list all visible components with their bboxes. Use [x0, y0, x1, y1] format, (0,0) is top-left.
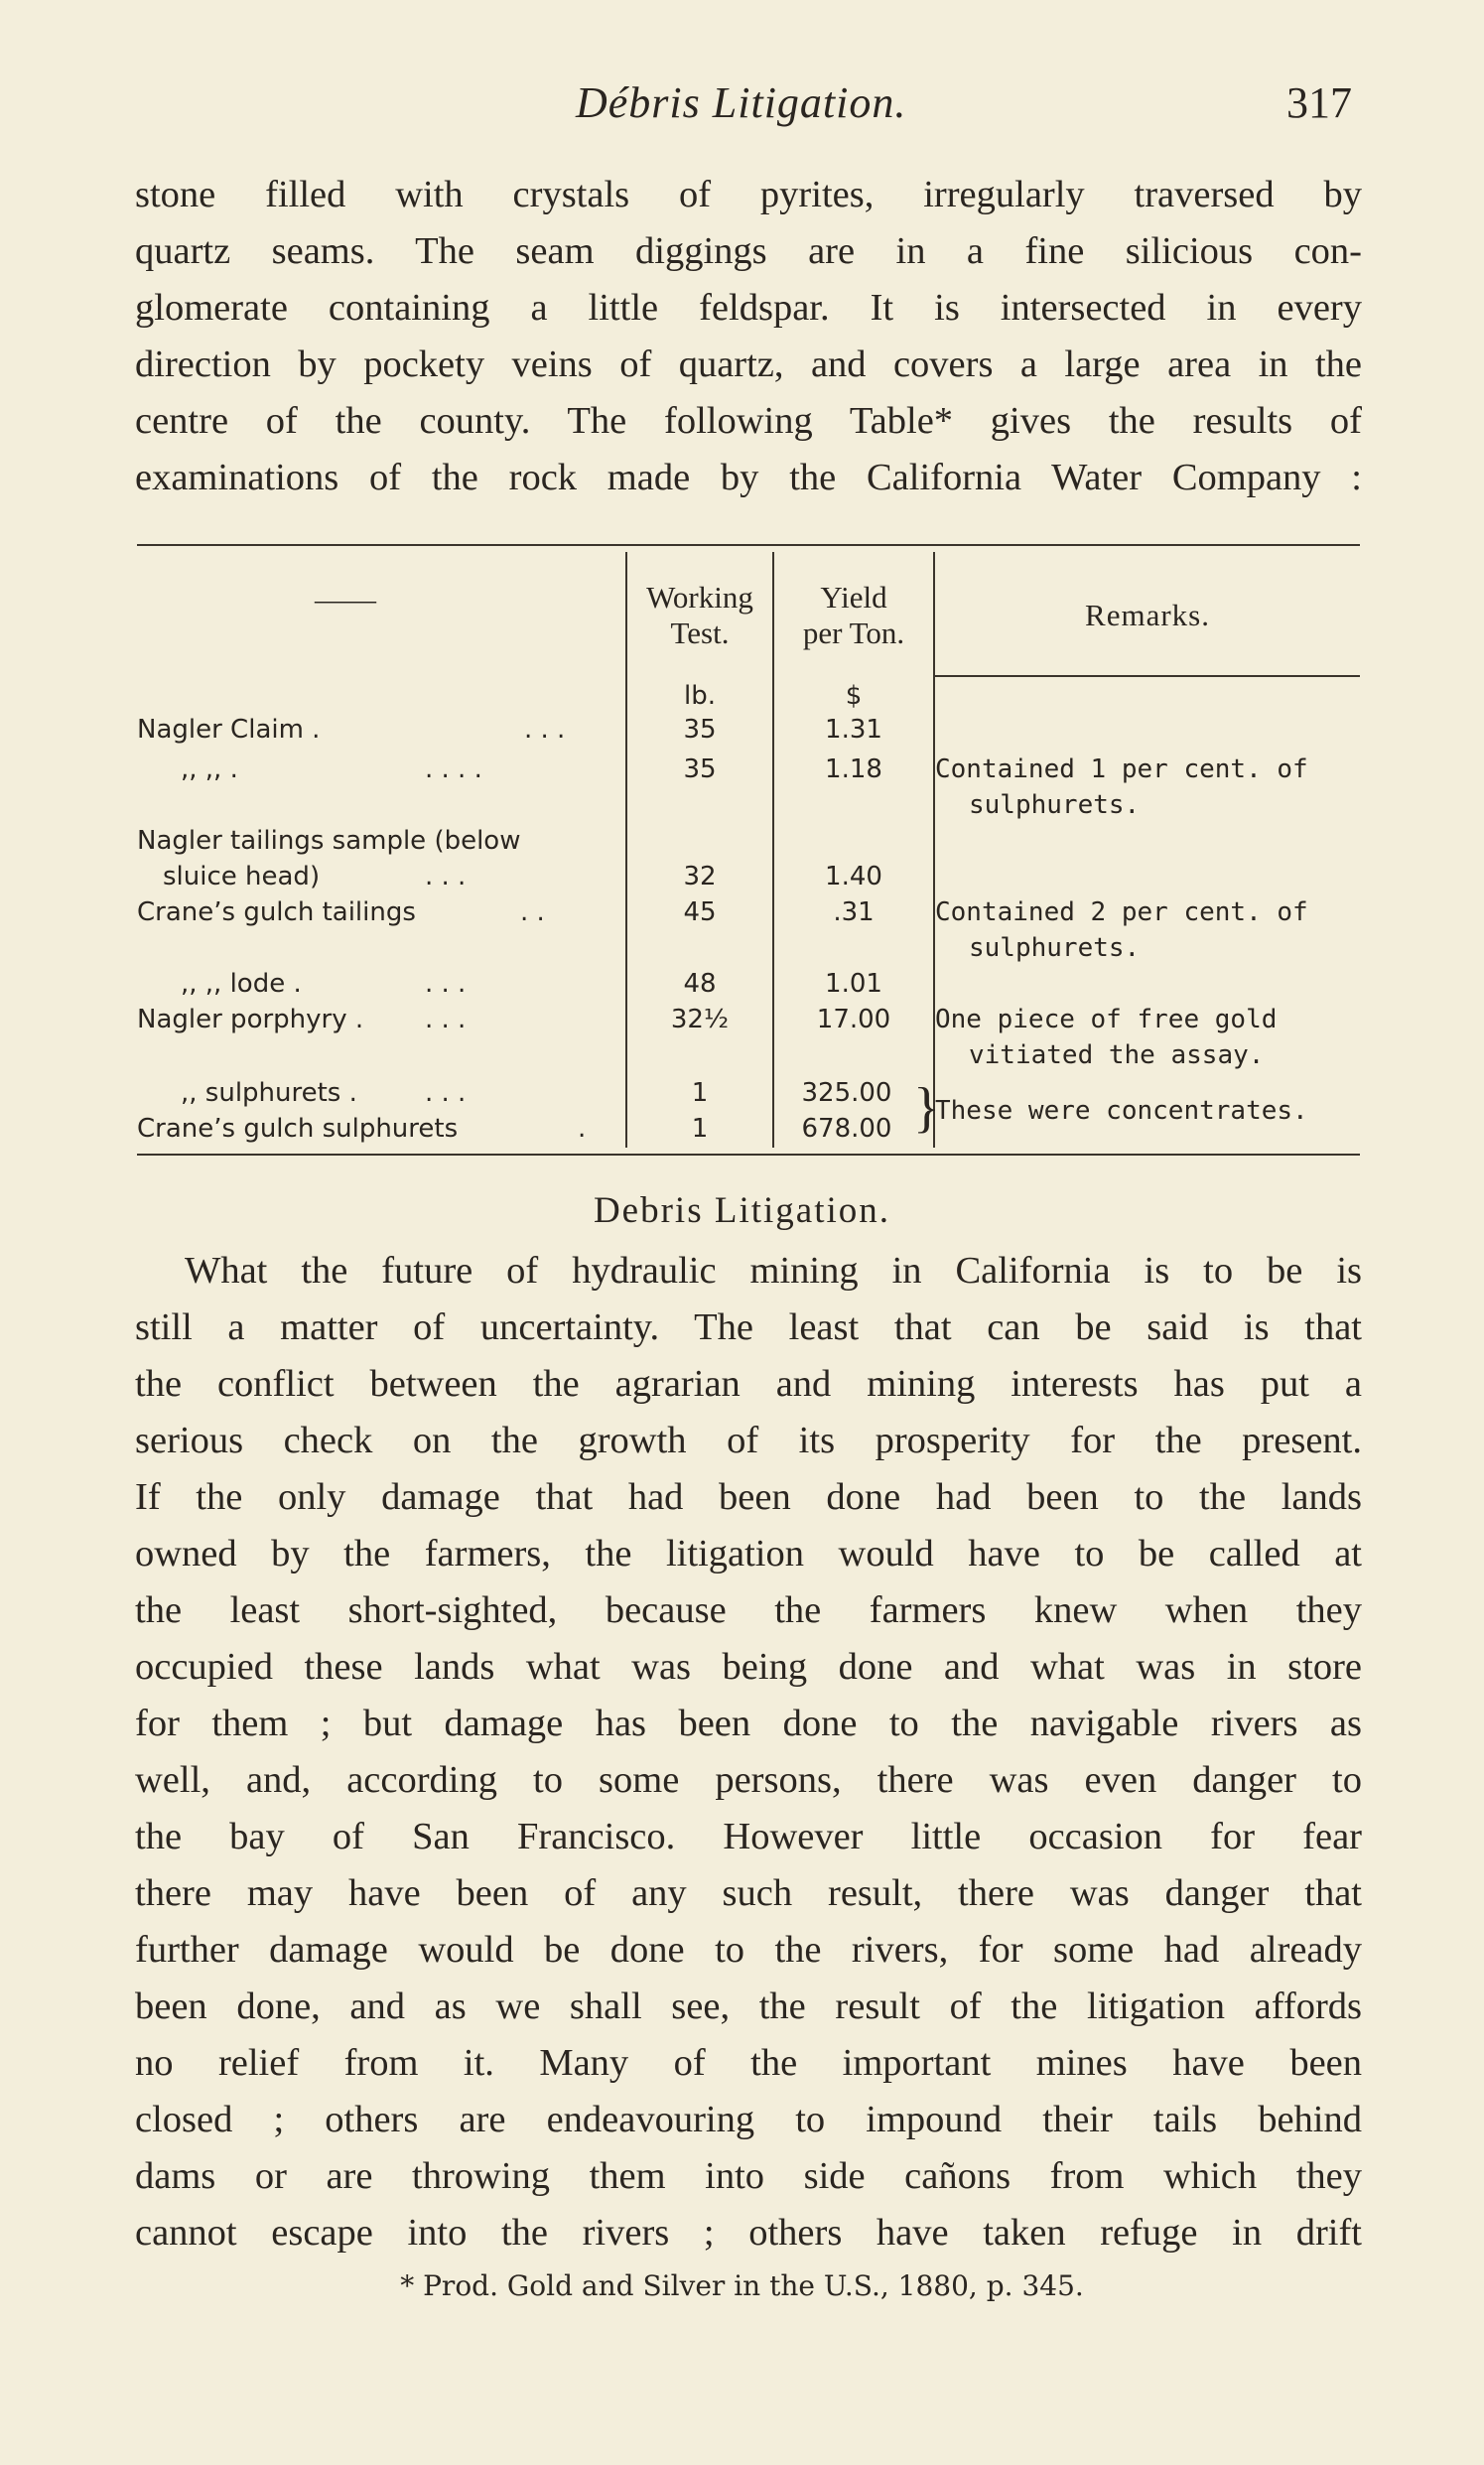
row-sample: Nagler tailings sample (below — [137, 826, 521, 856]
footnote: * Prod. Gold and Silver in the U.S., 1880, p. 345. — [400, 2269, 1084, 2302]
text-line: What the future of hydraulic mining in California is to be is — [185, 1250, 1362, 1292]
row-dots: . . . — [425, 1078, 467, 1108]
header-blank: —— — [315, 582, 376, 616]
text-line: been done, and as we shall see, the result of the litigation affords — [135, 1986, 1362, 2027]
row-working: 32½ — [670, 1005, 730, 1034]
row-remark: Contained 1 per cent. of — [935, 754, 1308, 784]
row-working: 32 — [683, 862, 717, 891]
table-top-rule — [137, 544, 1360, 546]
row-working: 35 — [683, 754, 717, 784]
text-line: If the only damage that had been done had been to the lands — [135, 1476, 1362, 1518]
row-remark: Contained 2 per cent. of — [935, 897, 1308, 927]
unit-yield: $ — [845, 681, 863, 711]
intro-paragraph — [135, 167, 1362, 506]
row-yield: .31 — [833, 897, 875, 927]
row-remark: One piece of free gold — [935, 1005, 1278, 1034]
text-line: well, and, according to some persons, there was even danger to — [135, 1759, 1362, 1801]
row-yield: 678.00 — [801, 1114, 892, 1144]
row-yield: 325.00 — [801, 1078, 892, 1108]
running-head — [0, 77, 1484, 137]
row-dots: . . — [520, 897, 545, 927]
text-line: dams or are throwing them into side cañons from which they — [135, 2155, 1362, 2197]
row-dots: . . . — [425, 862, 467, 891]
row-working: 48 — [683, 969, 717, 999]
column-divider — [933, 552, 935, 1148]
row-yield: 17.00 — [816, 1005, 891, 1034]
row-dots: . . . . — [425, 754, 482, 784]
row-sample-cont: sluice head) — [163, 862, 321, 891]
header-working-line1: Working — [646, 580, 753, 615]
row-yield: 1.01 — [825, 969, 882, 999]
text-line: the least short-sighted, because the farmers knew when they — [135, 1589, 1362, 1631]
text-line: closed ; others are endeavouring to impound their tails behind — [135, 2099, 1362, 2140]
text-line: occupied these lands what was being done and what was in store — [135, 1646, 1362, 1688]
table-bottom-rule — [137, 1154, 1360, 1156]
header-yield — [774, 580, 933, 651]
row-remark-cont: sulphurets. — [969, 933, 1141, 963]
text-line: cannot escape into the rivers ; others have taken refuge in drift — [135, 2212, 1362, 2254]
text-line: stone filled with crystals of pyrites, irregularly traversed by — [135, 174, 1362, 215]
row-sample: Crane’s gulch tailings — [137, 897, 416, 927]
text-line: serious check on the growth of its prosperity for the present. — [135, 1420, 1362, 1461]
running-head-title: Débris Litigation. — [576, 78, 907, 127]
text-line: centre of the county. The following Table* gives the results of — [135, 400, 1362, 442]
text-line: still a matter of uncertainty. The least that can be said is that — [135, 1306, 1362, 1348]
row-sample: Nagler Claim . — [137, 715, 321, 745]
row-sample: ,, ,, lode . — [181, 969, 302, 999]
header-yield-line1: Yield — [820, 580, 887, 615]
text-line: there may have been of any such result, there was danger that — [135, 1872, 1362, 1914]
text-line: no relief from it. Many of the important mines have been — [135, 2042, 1362, 2084]
header-working-line2: Test. — [670, 616, 730, 650]
row-sample: ,, sulphurets . — [181, 1078, 357, 1108]
brace-icon: } — [913, 1077, 940, 1139]
text-line: quartz seams. The seam diggings are in a fine silicious con- — [135, 230, 1362, 272]
header-yield-line2: per Ton. — [802, 616, 905, 650]
text-line: direction by pockety veins of quartz, and covers a large area in the — [135, 343, 1362, 385]
section-title: Debris Litigation. — [593, 1190, 891, 1231]
text-line: the conflict between the agrarian and mining interests has put a — [135, 1363, 1362, 1405]
header-remarks: Remarks. — [1085, 598, 1210, 632]
body-paragraph — [135, 1243, 1362, 2261]
row-working: 35 — [683, 715, 717, 745]
row-working: 1 — [691, 1078, 709, 1108]
unit-working: lb. — [684, 681, 716, 711]
row-remark: These were concentrates. — [935, 1096, 1308, 1126]
row-working: 1 — [691, 1114, 709, 1144]
row-remark-cont: sulphurets. — [969, 790, 1141, 820]
text-line: owned by the farmers, the litigation would have to be called at — [135, 1533, 1362, 1575]
header-working-test — [627, 580, 772, 651]
page-number: 317 — [1286, 78, 1352, 127]
row-sample: Crane’s gulch sulphurets — [137, 1114, 459, 1144]
text-line: glomerate containing a little feldspar. It is intersected in every — [135, 287, 1362, 329]
row-remark-cont: vitiated the assay. — [969, 1040, 1265, 1070]
text-line: for them ; but damage has been done to the navigable rivers as — [135, 1703, 1362, 1744]
row-working: 45 — [683, 897, 717, 927]
row-dots: . — [578, 1114, 587, 1144]
text-line: further damage would be done to the rivers, for some had already — [135, 1929, 1362, 1971]
row-dots: . . . — [425, 1005, 467, 1034]
row-yield: 1.40 — [825, 862, 882, 891]
row-sample: ,, ,, . — [181, 754, 238, 784]
text-line: examinations of the rock made by the California Water Company : — [135, 457, 1362, 498]
assay-table — [137, 544, 1360, 1160]
text-line: the bay of San Francisco. However little occasion for fear — [135, 1816, 1362, 1857]
row-sample: Nagler porphyry . — [137, 1005, 364, 1034]
remarks-header-rule — [933, 675, 1360, 677]
row-yield: 1.18 — [825, 754, 882, 784]
row-dots: . . . — [524, 715, 566, 745]
row-dots: . . . — [425, 969, 467, 999]
row-yield: 1.31 — [825, 715, 882, 745]
